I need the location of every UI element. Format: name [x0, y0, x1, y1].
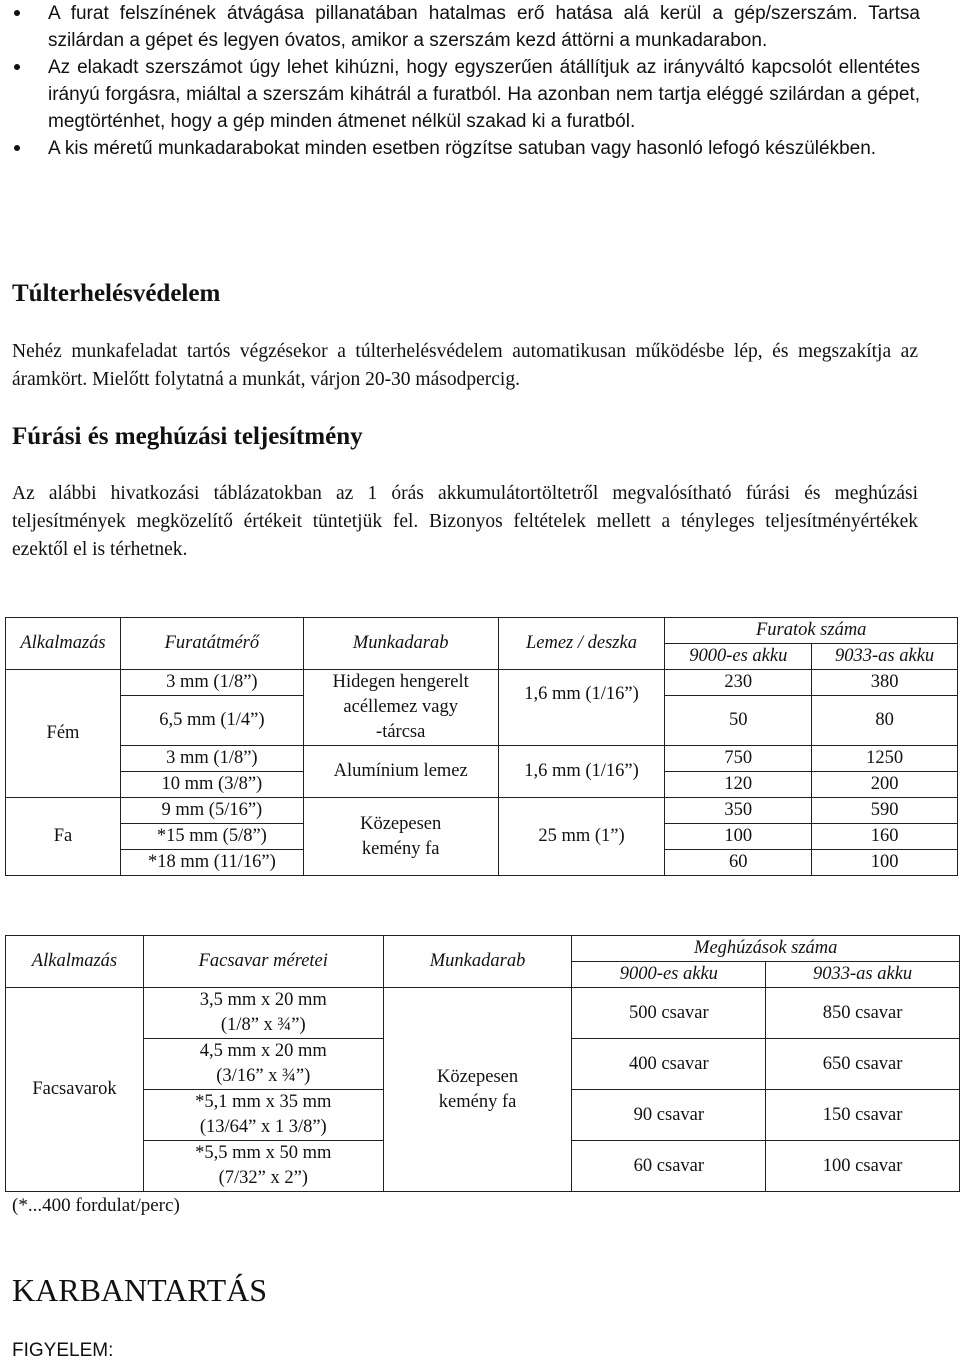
diameter-cell: 6,5 mm (1/4”): [120, 696, 303, 746]
count-9000: 350: [665, 798, 812, 824]
count-9033: 590: [812, 798, 958, 824]
bullet-item: Az elakadt szerszámot úgy lehet kihúzni, hogy egyszerűen átállítjuk az irányváltó kapcsolót ellentétes irányú forgásra, miáltal a szerszám kihátrál a furatból. Ha azonban nem tartja eléggé szilárdan a gépet, megtörténhet, hogy a gép minden átmenet nélkül szakad ki a furatból.: [12, 54, 920, 135]
count-9000: 750: [665, 746, 812, 772]
count-9033: 650 csavar: [766, 1039, 960, 1090]
overload-text: Nehéz munkafeladat tartós végzésekor a túlterhelésvédelem automatikusan működésbe lép, és megszakítja az áramkört. Mielőtt folytatná a munkát, várjon 20-30 másodpercig.: [12, 341, 918, 390]
count-9000: 60 csavar: [572, 1141, 766, 1192]
count-9000: 100: [665, 824, 812, 850]
count-9033: 850 csavar: [766, 988, 960, 1039]
count-9000: 120: [665, 772, 812, 798]
header-akku-9000: 9000-es akku: [572, 962, 766, 988]
sheet-cell: 25 mm (1”): [498, 798, 665, 876]
warning-label: FIGYELEM:: [12, 1340, 114, 1361]
header-akku-9033: 9033-as akku: [812, 644, 958, 670]
bullet-icon: [14, 64, 20, 70]
screw-size-cell: 3,5 mm x 20 mm (1/8” x ¾”): [143, 988, 383, 1039]
header-workpiece: Munkadarab: [383, 936, 572, 988]
header-hole-count: Furatok száma: [665, 618, 958, 644]
bullet-icon: [14, 145, 20, 151]
application-screws: Facsavarok: [6, 988, 144, 1192]
diameter-cell: *15 mm (5/8”): [120, 824, 303, 850]
diameter-cell: *18 mm (11/16”): [120, 850, 303, 876]
header-drive-count: Meghúzások száma: [572, 936, 960, 962]
diameter-cell: 3 mm (1/8”): [120, 670, 303, 696]
workpiece-aluminium: Alumínium lemez: [303, 746, 498, 798]
count-9033: 1250: [812, 746, 958, 772]
count-9000: 400 csavar: [572, 1039, 766, 1090]
count-9000: 90 csavar: [572, 1090, 766, 1141]
bullet-item: A furat felszínének átvágása pillanatában hatalmas erő hatása alá kerül a gép/szerszám. Tartsa szilárdan a gépet és legyen óvatos, amikor a szerszám kezd áttörni a munkadarabon.: [12, 0, 920, 54]
performance-text: Az alábbi hivatkozási táblázatokban az 1 órás akkumulátortöltetről megvalósítható fúrási és meghúzási teljesítmények megközelítő értékeit tüntetjük fel. Bizonyos feltételek mellett a tényleges teljesítményértékek ezektől el is térhetnek.: [12, 483, 918, 560]
count-9000: 500 csavar: [572, 988, 766, 1039]
bullet-item: A kis méretű munkadarabokat minden esetben rögzítse satuban vagy hasonló lefogó készülékben.: [12, 135, 920, 162]
drilling-table: [5, 617, 958, 876]
workpiece-wood: Közepesen kemény fa: [383, 988, 572, 1192]
count-9033: 100: [812, 850, 958, 876]
count-9033: 100 csavar: [766, 1141, 960, 1192]
safety-bullet-list: [12, 0, 920, 162]
count-9033: 380: [812, 670, 958, 696]
diameter-cell: 10 mm (3/8”): [120, 772, 303, 798]
footnote: (*...400 fordulat/perc): [12, 1195, 180, 1216]
count-9033: 150 csavar: [766, 1090, 960, 1141]
count-9000: 60: [665, 850, 812, 876]
diameter-cell: 9 mm (5/16”): [120, 798, 303, 824]
sheet-cell: 1,6 mm (1/16”): [498, 670, 665, 746]
screw-size-cell: 4,5 mm x 20 mm (3/16” x ¾”): [143, 1039, 383, 1090]
count-9000: 50: [665, 696, 812, 746]
diameter-cell: 3 mm (1/8”): [120, 746, 303, 772]
header-application: Alkalmazás: [6, 936, 144, 988]
maintenance-heading: KARBANTARTÁS: [12, 1272, 268, 1308]
performance-heading: Fúrási és meghúzási teljesítmény: [12, 423, 363, 450]
overload-heading: Túlterhelésvédelem: [12, 280, 221, 307]
bullet-icon: [14, 10, 20, 16]
count-9033: 160: [812, 824, 958, 850]
screwing-table: [5, 935, 960, 1192]
sheet-cell: 1,6 mm (1/16”): [498, 746, 665, 798]
screw-size-cell: *5,5 mm x 50 mm (7/32” x 2”): [143, 1141, 383, 1192]
screw-size-cell: *5,1 mm x 35 mm (13/64” x 1 3/8”): [143, 1090, 383, 1141]
count-9000: 230: [665, 670, 812, 696]
header-screw-size: Facsavar méretei: [143, 936, 383, 988]
application-metal: Fém: [6, 670, 121, 798]
header-application: Alkalmazás: [6, 618, 121, 670]
header-akku-9033: 9033-as akku: [766, 962, 960, 988]
workpiece-wood: Közepesen kemény fa: [303, 798, 498, 876]
count-9033: 80: [812, 696, 958, 746]
header-diameter: Furatátmérő: [120, 618, 303, 670]
header-sheet: Lemez / deszka: [498, 618, 665, 670]
count-9033: 200: [812, 772, 958, 798]
header-workpiece: Munkadarab: [303, 618, 498, 670]
header-akku-9000: 9000-es akku: [665, 644, 812, 670]
application-wood: Fa: [6, 798, 121, 876]
workpiece-steel: Hidegen hengerelt acéllemez vagy -tárcsa: [303, 670, 498, 746]
